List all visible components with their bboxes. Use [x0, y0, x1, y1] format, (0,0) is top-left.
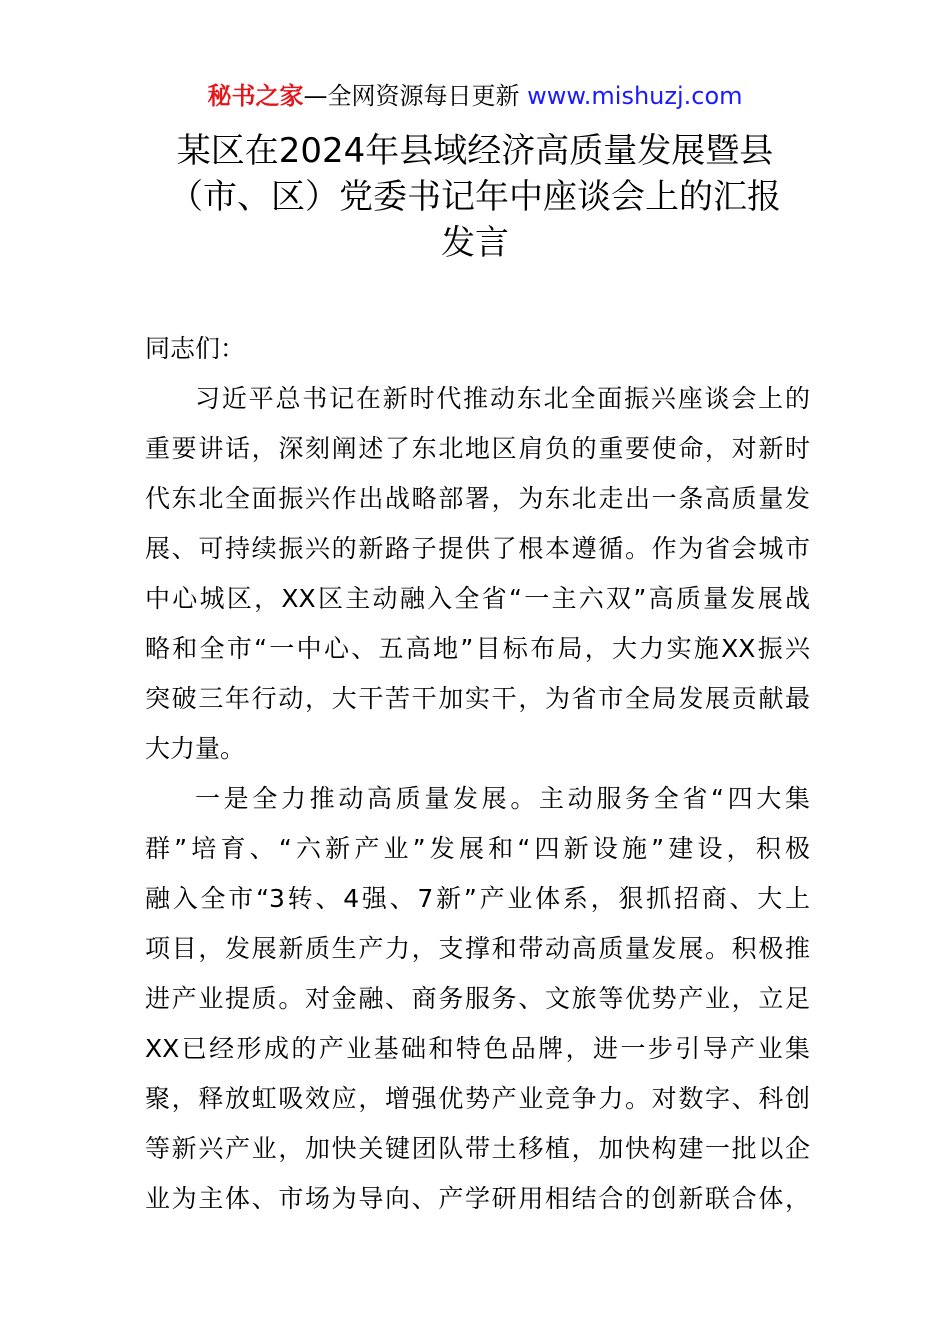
document-title — [140, 128, 810, 266]
text-line: 略和全市“一中心、五高地”目标布局，大力实施XX振兴 — [145, 634, 810, 663]
header-tagline: —全网资源每日更新 — [303, 82, 528, 110]
paragraph-1 — [145, 374, 810, 774]
site-url-link[interactable]: www.mishuzj.com — [527, 82, 743, 110]
text-line: 群”培育、“六新产业”发展和“四新设施”建设，积极 — [145, 834, 810, 863]
title-line: 发言 — [441, 223, 509, 263]
text-line: 大力量。 — [145, 734, 246, 763]
text-line: 聚，释放虹吸效应，增强优势产业竞争力。对数字、科创 — [145, 1084, 810, 1113]
title-line: 某区在2024年县域经济高质量发展暨县 — [176, 131, 774, 171]
text-line: XX已经形成的产业基础和特色品牌，进一步引导产业集 — [145, 1034, 810, 1063]
text-line: 展、可持续振兴的新路子提供了根本遵循。作为省会城市 — [145, 534, 810, 563]
text-line: 重要讲话，深刻阐述了东北地区肩负的重要使命，对新时 — [145, 434, 810, 463]
text-line: 一是全力推动高质量发展。主动服务全省“四大集 — [195, 784, 810, 813]
text-line: 项目，发展新质生产力，支撑和带动高质量发展。积极推 — [145, 934, 810, 963]
text-line: 习近平总书记在新时代推动东北全面振兴座谈会上的 — [195, 384, 810, 413]
site-header — [0, 80, 950, 112]
text-line: 融入全市“3转、4强、7新”产业体系，狠抓招商、大上 — [145, 884, 810, 913]
text-line: 进产业提质。对金融、商务服务、文旅等优势产业，立足 — [145, 984, 810, 1013]
brand-name: 秘书之家 — [207, 82, 304, 110]
text-line: 中心城区，XX区主动融入全省“一主六双”高质量发展战 — [145, 584, 810, 613]
text-line: 等新兴产业，加快关键团队带土移植，加快构建一批以企 — [145, 1134, 810, 1163]
text-line: 代东北全面振兴作出战略部署，为东北走出一条高质量发 — [145, 484, 810, 513]
document-body — [145, 324, 810, 1224]
text-line: 突破三年行动，大干苦干加实干，为省市全局发展贡献最 — [145, 684, 810, 713]
text-line: 业为主体、市场为导向、产学研用相结合的创新联合体， — [145, 1184, 810, 1213]
paragraph-2 — [145, 774, 810, 1224]
title-line: （市、区）党委书记年中座谈会上的汇报 — [169, 177, 781, 217]
salutation: 同志们： — [145, 334, 246, 363]
